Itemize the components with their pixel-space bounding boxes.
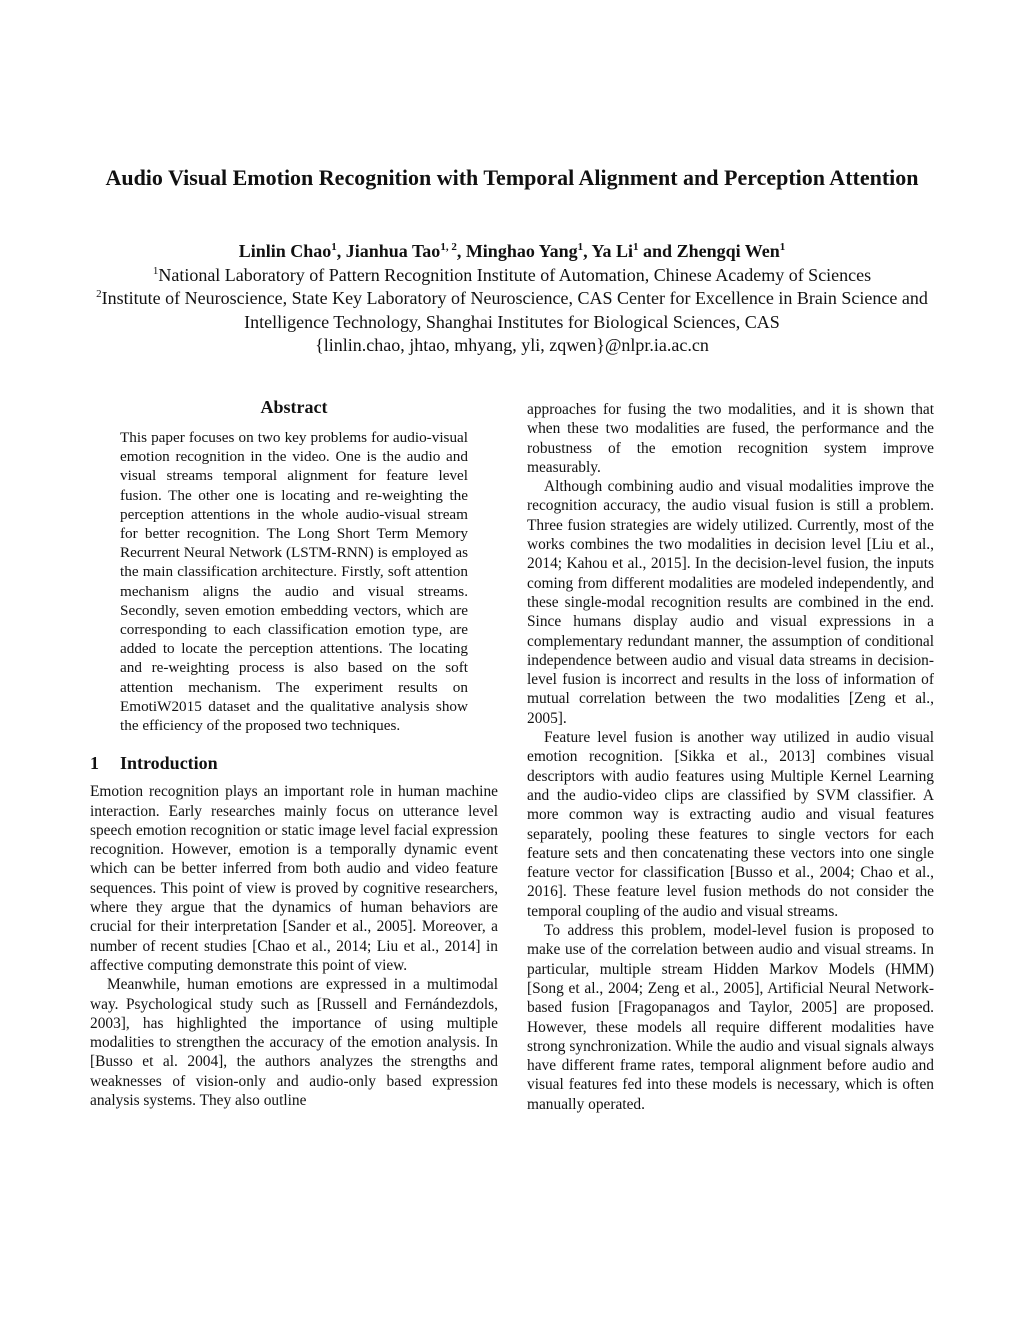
author-separator: , (583, 241, 592, 261)
author-emails: {linlin.chao, jhtao, mhyang, yli, zqwen}@nlpr.ia.ac.cn (315, 335, 709, 355)
affiliation-mark: 1 (331, 241, 337, 253)
affiliation-mark: 1 (779, 241, 786, 253)
right-column (527, 400, 934, 1114)
affiliation-mark: 1, 2 (440, 241, 457, 253)
author-separator: , (456, 241, 466, 261)
paragraph: To address this problem, model-level fusion is proposed to make use of the correlation between audio and visual streams. In particular, multiple stream Hidden Markov Models (HMM) [Song et al., 2004; Zeng et al., 2005], Artificial Neural Network-based fusion [Fragopanagos and Taylor, 2005] are proposed. However, these models all require different modalities have strong synchronization. While the audio and visual signals always have different frame rates, temporal alignment before audio and visual features fed into these models is necessary, which is often manually operated. (527, 922, 934, 1113)
paragraph: approaches for fusing the two modalities, and it is shown that when these two modalities are fused, the performance and the robustness of the emotion recognition system improve measurably. (527, 401, 934, 476)
paragraph: Emotion recognition plays an important role in human machine interaction. Early researches mainly focus on utterance level speech emotion recognition or static image level facial expression recognition. However, emotion is a temporally dynamic event which can be better inferred from both audio and video feature sequences. This point of view is proved by cognitive researchers, where they argue that the dynamics of human behaviors are crucial for their interpretation [Sander et al., 2005]. Moreover, a number of recent studies [Chao et al., 2014; Liu et al., 2014] in affective computing demonstrate this point of view. (90, 783, 498, 974)
author-separator: and (638, 241, 677, 261)
affiliation-text: National Laboratory of Pattern Recognition Institute of Automation, Chinese Academy of Sciences (158, 264, 872, 285)
left-column (90, 396, 498, 1110)
author-name: Ya Li (591, 241, 634, 261)
paragraph: Feature level fusion is another way utilized in audio visual emotion recognition. [Sikka et al., 2013] combines visual descriptors with audio features using Multiple Kernel Learning and the audio-video clips are classified by SVM classifier. A more common way is extracting audio and visual features separately, pooling these features to single vectors for each feature sets and then concatenating these vectors into one single feature vector for classification [Busso et al., 2004; Chao et al., 2016]. These feature level fusion methods do not consider the temporal coupling of the audio and visual streams. (527, 729, 934, 920)
section-heading (90, 752, 498, 774)
affiliation-mark: 1 (633, 241, 639, 253)
author-name: Jianhua Tao (345, 241, 441, 261)
abstract-heading: Abstract (260, 397, 328, 417)
paragraph: Meanwhile, human emotions are expressed in a multimodal way. Psychological study such as [Russell and Fernándezdols, 2003], has highlighted the importance of using multiple modalities to strengthen the accuracy of the emotion analysis. In [Busso et al. 2004], the authors analyzes the strengths and weaknesses of vision-only and audio-only based expression analysis systems. They also outline (90, 976, 498, 1109)
author-block (90, 240, 934, 358)
affiliation-1 (90, 264, 934, 288)
affiliation-mark: 2 (96, 288, 102, 300)
author-name: Minghao Yang (465, 241, 578, 261)
author-name: Linlin Chao (238, 241, 332, 261)
section-title: Introduction (120, 753, 218, 774)
abstract-text: This paper focuses on two key problems for audio-visual emotion recognition in the video. One is the audio and visual streams temporal alignment for feature level fusion. The other one is locating and re-weighting the perception attentions in the whole audio-visual stream for better recognition. The Long Short Term Memory Recurrent Neural Network (LSTM-RNN) is employed as the main classification architecture. Firstly, soft attention mechanism aligns the audio and visual streams. Secondly, seven emotion embedding vectors, which are corresponding to each classification emotion type, are added to locate the perception attentions. The locating and re-weighting process is also based on the soft attention mechanism. The experiment results on EmotiW2015 dataset and the qualitative analysis show the efficiency of the proposed two techniques. (120, 429, 468, 735)
affiliation-mark: 1 (152, 264, 159, 277)
affiliation-2 (90, 287, 934, 334)
author-list (90, 240, 934, 264)
section-number: 1 (90, 753, 99, 774)
paper-title: Audio Visual Emotion Recognition with Temporal Alignment and Perception Attention (105, 165, 919, 190)
affiliation-mark: 1 (577, 241, 584, 253)
affiliation-text: Institute of Neuroscience, State Key Laboratory of Neuroscience, CAS Center for Excellence in Brain Science and Intelligence Technology, Shanghai Institutes for Biological Sciences, CAS (101, 288, 928, 332)
author-name: Zhengqi Wen (676, 241, 780, 261)
author-separator: , (336, 241, 346, 261)
paragraph: Although combining audio and visual modalities improve the recognition accuracy, the audio visual fusion is still a problem. Three fusion strategies are widely utilized. Currently, most of the works combines the two modalities in decision level [Liu et al., 2014; Kahou et al., 2015]. In the decision-level fusion, the inputs coming from different modalities are modeled independently, and these single-modal recognition results are combined in the end. Since humans display audio and visual expressions in a complementary redundant manner, the assumption of conditional independence between audio and visual data streams in decision-level fusion is incorrect and results in the loss of information of mutual correlation between the two modalities [Zeng et al., 2005]. (527, 478, 934, 727)
